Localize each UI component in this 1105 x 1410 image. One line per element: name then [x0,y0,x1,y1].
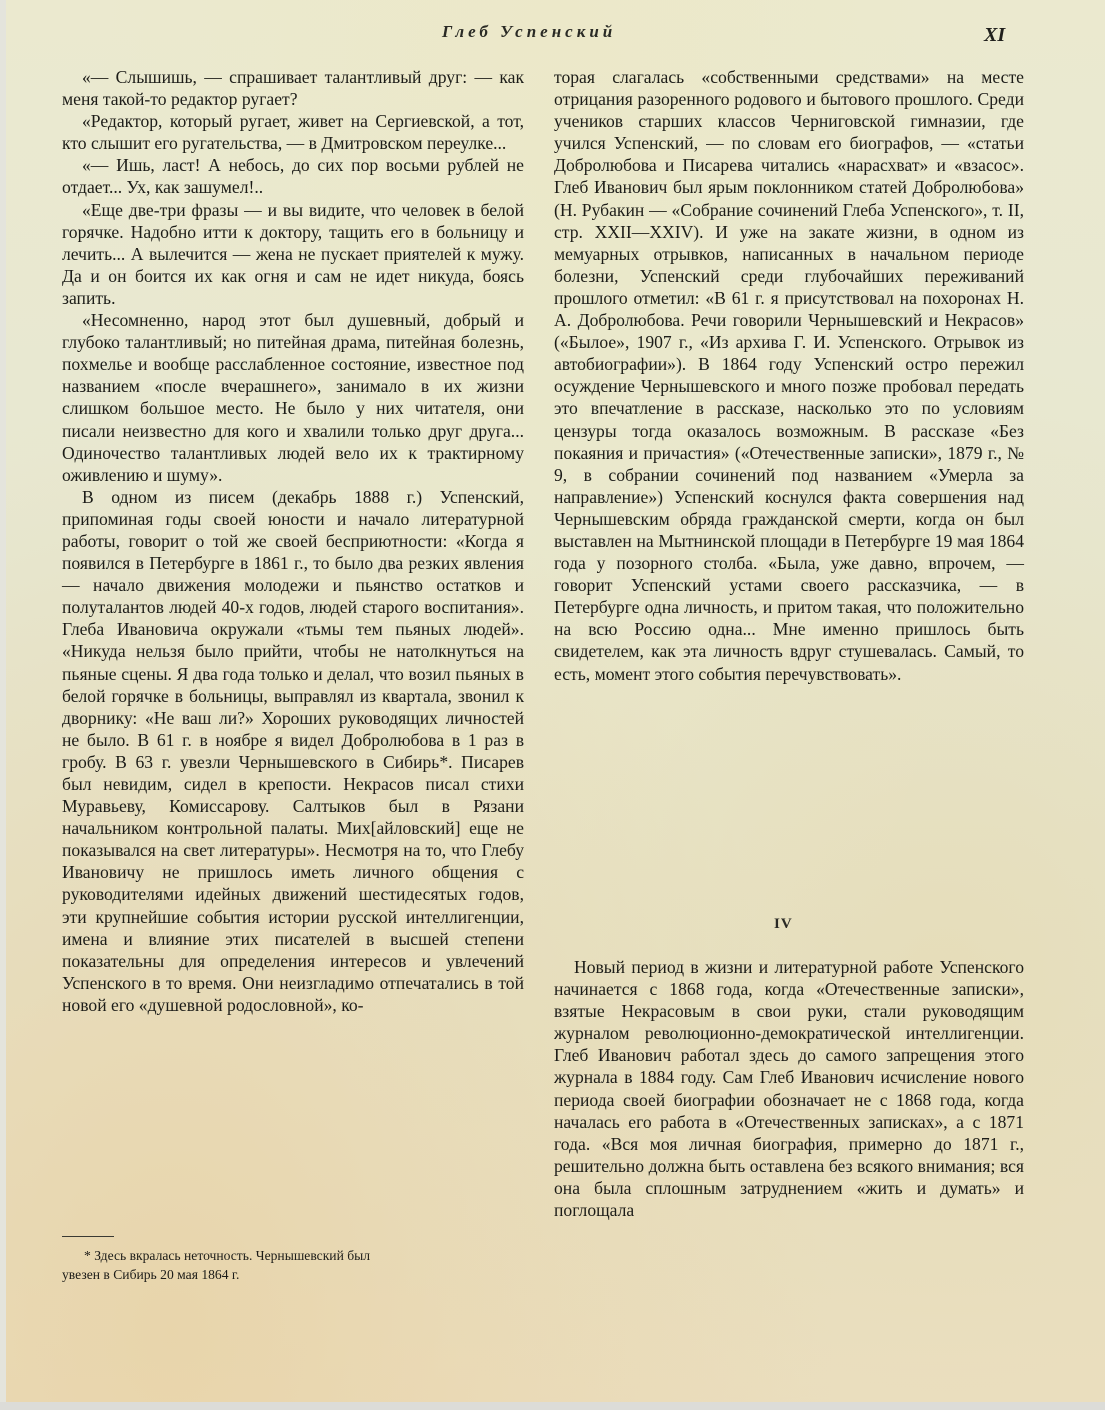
left-column [62,66,524,1016]
paragraph: «— Ишь, ласт! А небось, до сих пор восьми рублей не отдает... Ух, как зашумел!.. [62,155,524,198]
paragraph: Новый период в жизни и литературной работе Успенского начинается с 1868 года, когда «Отечественные записки», взятые Некрасовым в свои руки, стали руководящим журналом революционно-демократической интеллигенции. Глеб Иванович работал здесь до самого запрещения этого журнала в 1884 году. Сам Глеб Иванович исчисление нового периода своей биографии обозначает не с 1868 года, когда началась его работа в «Отечественных записках», а с 1871 года. «Вся моя личная биография, примерно до 1871 г., решительно должна быть оставлена без всякого внимания; вся она была сплошным затруднением «жить и думать» и поглощала [554,957,1024,1221]
paragraph: торая слагалась «собственными средствами» на месте отрицания разоренного родового и бытового прошлого. Среди учеников старших классов Черниговской гимназии, где учился Успенский, — по словам его биографов, — «статьи Добролюбова и Писарева читались «нарасхват» и «взасос». Глеб Иванович был ярым поклонником статей Добролюбова» (Н. Рубакин — «Собрание сочинений Глеба Успенского», т. II, стр. XXII—XXIV). И уже на закате жизни, в одном из мемуарных отрывков, написанных в начальном периоде болезни, Успенский среди глубочайших переживаний прошлого отметил: «В 61 г. я присутствовал на похоронах Н. А. Добролюбова. Речи говорили Чернышевский и Некрасов» («Былое», 1907 г., «Из архива Г. И. Успенского. Отрывок из автобиографии»). В 1864 году Успенский остро пережил осуждение Чернышевского и много позже пробовал передать это впечатление в рассказе, насколько это по условиям цензуры тогда оказалось возможным. В рассказе «Без покаяния и причастия» («Отечественные записки», 1879 г., № 9, в собрании сочинений под названием «Умерла за направление») Успенский коснулся факта совершения над Чернышевским обряда гражданской смерти, когда он был выставлен на Мытнинской площади в Петербурге 19 мая 1864 года у позорного столба. «Была, уже давно, впрочем, — говорит Успенский устами своего рассказчика, — в Петербурге одна личность, и притом такая, что положительно на всю Россию одна... Мне именно пришлось быть свидетелем, как эта личность вдруг стушевалась. Самый, то есть, момент этого события перечувствовать». [554,67,1024,684]
paragraph: «Еще две-три фразы — и вы видите, что человек в белой горячке. Надобно итти к доктору, тащить его в больницу и лечить... А вылечится — жена не пускает приятелей к мужу. Да и он боится их как огня и сам не идет никуда, боясь запить. [62,199,524,308]
paragraph: «— Слышишь, — спрашивает талантливый друг: — как меня такой-то редактор ругает? [62,67,524,110]
right-column-section [554,956,1024,1221]
page-header [6,22,1105,52]
footnote-divider [62,1236,114,1237]
footnote-line [62,1246,524,1265]
footnote-marker: * [84,1248,91,1263]
footnote-text: Здесь вкралась неточность. Чернышевский был [94,1248,371,1263]
paragraph: «Редактор, который ругает, живет на Сергиевской, а тот, кто слышит его ругательства, — в Дмитровском переулке... [62,111,524,154]
paragraph: «Несомненно, народ этот был душевный, добрый и глубоко талантливый; но питейная драма, питейная болезнь, похмелье и вообще расслабленное состояние, известное под названием «после вчерашнего», занимало в их жизни слишком большое место. Не было у них читателя, они писали неизвестно для кого и хвалили только друг друга... Одиночество талантливых людей вело их к трактирному оживлению и шуму». [62,310,524,485]
running-title: Глеб Успенский [442,22,617,41]
page-number: XI [984,24,1006,46]
paragraph: В одном из писем (декабрь 1888 г.) Успенский, припоминая годы своей юности и начало литературной работы, говорит о той же своей бесприютности: «Когда я появился в Петербурге в 1861 г., то было два резких явления — начало движения молодежи и пьянство остатков и полуталантов людей 40-х годов, людей старого воспитания». Глеба Ивановича окружали «тьмы тем пьяных людей». «Никуда нельзя было прийти, чтобы не натолкнуться на пьяные сцены. Я два года только и делал, что возил пьяных в белой горячке в больницы, выправлял из квартала, звонил к дворнику: «Не ваш ли?» Хороших руководящих личностей не было. В 61 г. в ноябре я видел Добролюбова в 1 раз в гробу. В 63 г. увезли Чернышевского в Сибирь*. Писарев был невидим, сидел в крепости. Некрасов писал стихи Муравьеву, Комиссарову. Салтыков был в Рязани начальником контрольной палаты. Мих[айловский] еще не показывался на свет литературы». Несмотря на то, что Глебу Ивановичу не пришлось иметь личного общения с руководителями идейных движений шестидесятых годов, эти крупнейшие события истории русской интеллигенции, имена и влияние этих писателей в высшей степени показательны для определения интересов и увлечений Успенского в то время. Они неизгладимо отпечатались в той новой его «душевной родословной», ко- [62,486,524,1015]
footnote-continuation: увезен в Сибирь 20 мая 1864 г. [62,1267,240,1282]
right-column [554,66,1024,685]
footnote [62,1246,524,1284]
section-number: IV [774,916,793,932]
